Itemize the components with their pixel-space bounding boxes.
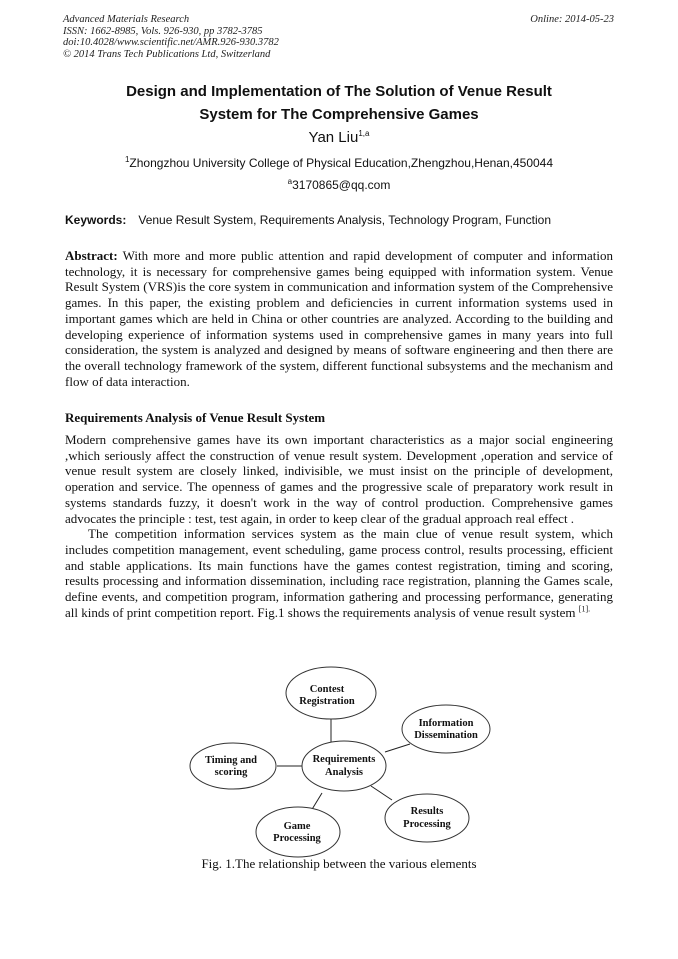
citation-ref: [1]. [578, 604, 591, 614]
abstract-label: Abstract: [65, 248, 118, 263]
author-name: Yan Liu [308, 129, 359, 146]
journal-name: Advanced Materials Research [63, 14, 190, 25]
paragraph-1: Modern comprehensive games have its own important characteristics as a major social engineering ,which seriously affect the construction of venue result system. Development ,operation and service of venue result system are closely linked, indivisible, we must insist on the principle of development, operation and service. The openness of games and the progressive scale of preparatory work result in systems standards fuzzy, it doesn't work in the way of control production. Comprehensive games advocates the principle : test, test again, in order to keep clear of the gradual approach real effect . [65, 432, 613, 526]
node-timing-scoring [190, 743, 276, 789]
keywords-text: Venue Result System, Requirements Analysis, Technology Program, Function [138, 213, 552, 227]
title-line-2: System for The Comprehensive Games [199, 106, 479, 123]
author-sup: 1,a [358, 129, 370, 138]
paragraph-2-text: The competition information services system as the main clue of venue result system, which includes competition management, event scheduling, game process control, results processing, efficient and stable applications. Its main functions have the games contest registration, timing and scoring, results processing and information dissemination, including race registration, planning the Games scale, define events, and competition program, information gathering and processing performance, generating all kinds of print competition report. Fig.1 shows the requirements analysis of venue result system [65, 526, 613, 620]
email-text: 3170865@qq.com [292, 178, 391, 192]
label-requirements-2: Analysis [325, 767, 363, 778]
label-game-1: Game [283, 821, 311, 832]
keywords-label: Keywords: [65, 213, 127, 227]
journal-copyright: © 2014 Trans Tech Publications Ltd, Switzerland [63, 48, 271, 60]
affiliation-sup: 1 [124, 155, 130, 164]
label-game-2: Processing [273, 833, 321, 844]
email-sup: a [287, 177, 293, 186]
label-timing-1: Timing and [204, 755, 258, 766]
section-heading: Requirements Analysis of Venue Result System [65, 410, 326, 425]
abstract-text: With more and more public attention and rapid development of computer and information technology, it is necessary for comprehensive games being equipped with information system. Venue Result System (VRS)is the core system in communication and information system of the Comprehensive games. In this paper, the existing problem and deficiencies in current information systems used in important games which are held in China or other countries are analyzed. According to the building and developing experience of information systems used in comprehensive games in many years into full consideration, the system is analyzed and designed by means of software engineering and then there are the overall technology framework of the system, different functional subsystems and the mechanism and flow of data interaction. [65, 248, 613, 389]
node-results-processing [385, 794, 469, 842]
title-line-1: Design and Implementation of The Solution of Venue Result [126, 83, 552, 100]
label-requirements-1: Requirements [312, 754, 376, 765]
label-results-2: Processing [403, 819, 451, 830]
label-timing-2: scoring [214, 767, 248, 778]
node-information-dissemination [402, 705, 490, 753]
line-to-results [371, 786, 392, 800]
label-information-1: Information [418, 718, 474, 729]
line-to-information [385, 744, 410, 752]
label-contest-2: Registration [299, 696, 355, 707]
journal-issn: ISSN: 1662-8985, Vols. 926-930, pp 3782-3785 [63, 25, 263, 37]
label-information-2: Dissemination [414, 730, 478, 741]
affiliation-text: Zhongzhou University College of Physical Education,Zhengzhou,Henan,450044 [129, 156, 554, 170]
node-game-processing [256, 807, 340, 857]
journal-doi: doi:10.4028/www.scientific.net/AMR.926-930.3782 [63, 37, 279, 48]
node-requirements-analysis [302, 741, 386, 791]
online-date-text: Online: 2014-05-23 [530, 14, 614, 25]
label-contest-1: Contest [309, 684, 345, 695]
label-results-1: Results [410, 806, 444, 817]
figure-caption: Fig. 1.The relationship between the various elements [201, 856, 477, 871]
